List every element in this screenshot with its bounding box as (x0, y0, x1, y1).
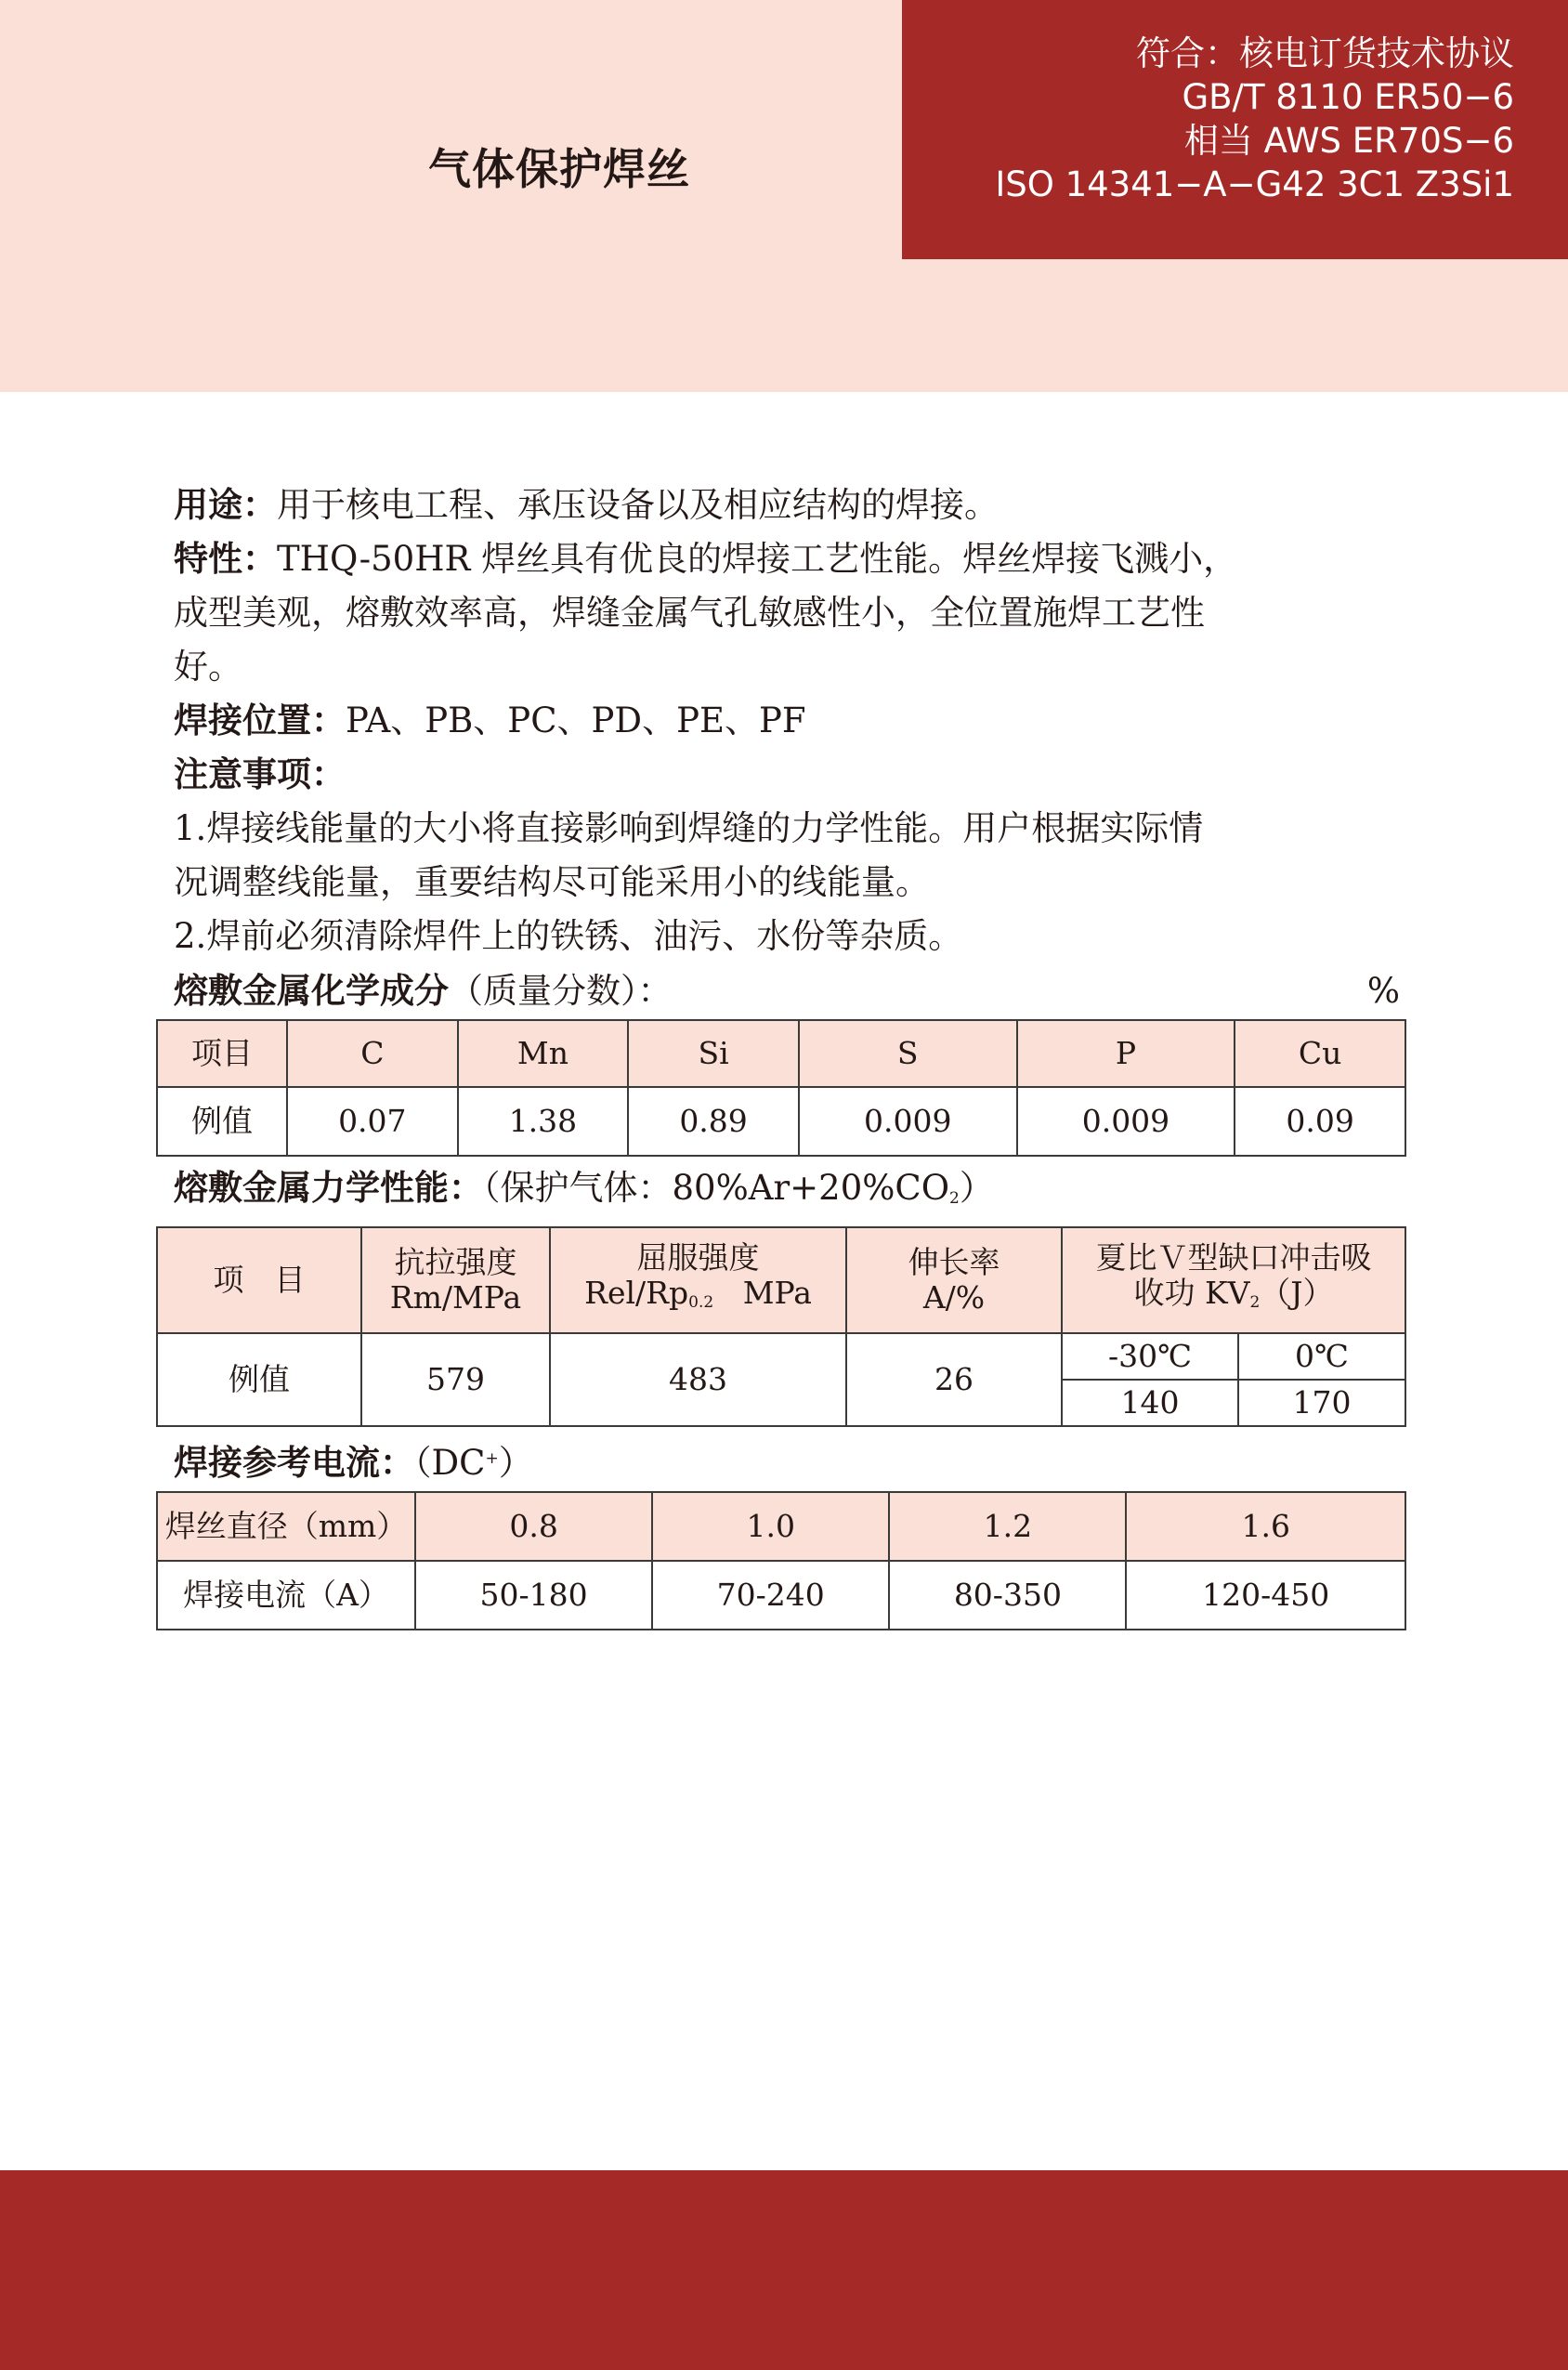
notes-line: 2.焊前必须清除焊件上的铁锈、油污、水份等杂质。 (174, 916, 963, 956)
table-cell: 伸长率 A/% (846, 1227, 1062, 1333)
notes-line: 况调整线能量，重要结构尽可能采用小的线能量。 (174, 862, 930, 902)
features-line: 成型美观，熔敷效率高，焊缝金属气孔敏感性小，全位置施焊工艺性 (174, 593, 1205, 633)
table-cell: 1.0 (652, 1492, 889, 1561)
notes-line: 1.焊接线能量的大小将直接影响到焊缝的力学性能。用户根据实际情 (174, 808, 1204, 848)
table-cell: 0.89 (628, 1087, 799, 1156)
table-cell: 483 (550, 1333, 846, 1426)
table-cell: 26 (846, 1333, 1062, 1426)
positions-text: PA、PB、PC、PD、PE、PF (346, 701, 806, 740)
table-cell: 70-240 (652, 1561, 889, 1630)
table-cell: 焊丝直径（mm） (157, 1492, 415, 1561)
usage-paragraph (174, 478, 1409, 532)
table-cell: 1.2 (889, 1492, 1126, 1561)
table-cell: 140 (1062, 1380, 1238, 1426)
usage-label: 用途： (174, 485, 277, 525)
standards-box (902, 0, 1568, 259)
current-title: 焊接参考电流： (174, 1443, 414, 1483)
usage-text: 用于核电工程、承压设备以及相应结构的焊接。 (277, 485, 999, 525)
table-row (157, 1561, 1405, 1630)
chem-subtitle: （质量分数）： (449, 971, 673, 1011)
standard-line: 符合：核电订货技术协议 (1136, 33, 1514, 73)
table-row (157, 1020, 1405, 1087)
table-cell: Mn (458, 1020, 629, 1087)
features-line: 好。 (174, 647, 242, 687)
table-cell: 0.8 (415, 1492, 652, 1561)
chem-table (156, 1019, 1406, 1157)
positions-label: 焊接位置： (174, 701, 346, 740)
table-cell: C (287, 1020, 458, 1087)
table-cell: 0.07 (287, 1087, 458, 1156)
features-line: THQ-50HR 焊丝具有优良的焊接工艺性能。焊丝焊接飞溅小， (277, 539, 1238, 579)
table-cell: 50-180 (415, 1561, 652, 1630)
table-cell: 170 (1238, 1380, 1405, 1426)
table-row (157, 1333, 1405, 1380)
table-cell: 0.009 (799, 1087, 1017, 1156)
table-cell: 0.009 (1017, 1087, 1235, 1156)
table-cell: -30℃ (1062, 1333, 1238, 1380)
mech-section-title (174, 1160, 1409, 1226)
current-subtitle: （DC+） (414, 1443, 533, 1483)
mech-subtitle: （保护气体：$80\%Ar+20\%CO_2$） (483, 1168, 994, 1208)
table-cell: 1.6 (1126, 1492, 1405, 1561)
table-cell: S (799, 1020, 1017, 1087)
table-cell: P (1017, 1020, 1235, 1087)
table-cell: 项 目 (157, 1227, 361, 1333)
table-cell: 120-450 (1126, 1561, 1405, 1630)
table-cell: 1.38 (458, 1087, 629, 1156)
footer-band (0, 2170, 1568, 2370)
table-cell: 夏比Ｖ型缺口冲击吸 收功 $KV_2(J)$ (1062, 1227, 1405, 1333)
table-cell: Cu (1235, 1020, 1405, 1087)
page-title: 气体保护焊丝 (428, 144, 690, 194)
standard-line: ISO 14341−A−G42 3C1 Z3Si1 (995, 164, 1514, 204)
standard-line: GB/T 8110 ER50−6 (1182, 77, 1514, 117)
table-cell: 例值 (157, 1087, 287, 1156)
features-label: 特性： (174, 539, 277, 579)
main-content (164, 478, 1409, 1630)
features-paragraph (174, 532, 1409, 694)
mech-title: 熔敷金属力学性能： (174, 1168, 483, 1208)
notes-label: 注意事项： (174, 754, 346, 794)
table-cell: Si (628, 1020, 799, 1087)
chem-title: 熔敷金属化学成分 (174, 971, 449, 1011)
positions-paragraph (174, 694, 1409, 748)
table-row (157, 1087, 1405, 1156)
table-cell: 0.09 (1235, 1087, 1405, 1156)
table-cell: 例值 (157, 1333, 361, 1426)
chem-unit: % (1366, 971, 1400, 1011)
current-table (156, 1491, 1406, 1630)
current-section-title (174, 1431, 1409, 1491)
table-cell: 抗拉强度 Rm/MPa (361, 1227, 550, 1333)
table-row (157, 1492, 1405, 1561)
table-cell: 80-350 (889, 1561, 1126, 1630)
standard-line: 相当 AWS ER70S−6 (1183, 121, 1514, 161)
table-cell: 579 (361, 1333, 550, 1426)
table-cell: 0℃ (1238, 1333, 1405, 1380)
table-cell: 焊接电流（A） (157, 1561, 415, 1630)
table-cell: 项目 (157, 1020, 287, 1087)
table-row (157, 1227, 1405, 1333)
mech-table (156, 1226, 1406, 1427)
chem-section-title (174, 963, 1409, 1019)
table-cell: 屈服强度 Rel/$Rp_{0.2}$ MPa (550, 1227, 846, 1333)
notes-paragraph (174, 748, 1409, 963)
